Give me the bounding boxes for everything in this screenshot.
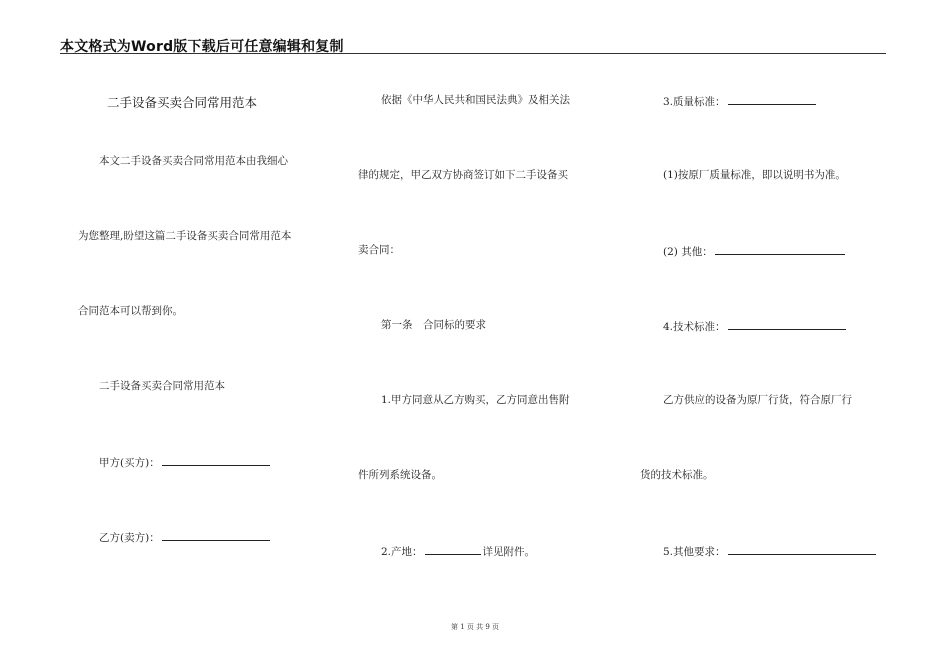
intro-line-1: 本文二手设备买卖合同常用范本由我细心 (99, 155, 288, 167)
item-5-blank (728, 543, 876, 555)
page-number: 第 1 页 共 9 页 (450, 623, 500, 631)
item-3-blank (728, 93, 816, 105)
party-b-blank (162, 529, 270, 541)
article-1-heading: 第一条 合同标的要求 (381, 319, 486, 331)
item-4-label: 4.技术标准： (663, 321, 726, 333)
item-5-line (663, 543, 876, 559)
intro-line-3: 合同范本可以帮到你。 (78, 305, 183, 317)
para-line-2: 律的规定，甲乙双方协商签订如下二手设备买 (358, 169, 568, 181)
party-a-label: 甲方(买方)： (99, 457, 160, 469)
party-a-blank (162, 454, 270, 466)
para-line-1: 依据《中华人民共和国民法典》及相关法 (381, 94, 570, 106)
header-rule (60, 53, 886, 54)
page-header-title: 本文格式为Word版下载后可任意编辑和复制 (60, 39, 344, 55)
item-3-label: 3.质量标准： (663, 96, 726, 108)
item-5-label: 5.其他要求： (663, 546, 726, 558)
item-4-desc-a: 乙方供应的设备为原厂行货，符合原厂行 (663, 394, 852, 406)
para-line-3: 卖合同： (358, 244, 400, 256)
item-4-blank (728, 318, 846, 330)
item-2-line (381, 543, 535, 559)
intro-line-2: 为您整理,盼望这篇二手设备买卖合同常用范本 (78, 230, 292, 242)
party-a-line (99, 454, 270, 470)
item-2-suffix: 详见附件。 (482, 546, 536, 558)
item-1-line-b: 件所列系统设备。 (358, 469, 442, 481)
item-3-2-blank (715, 243, 845, 255)
item-1-line-a: 1.甲方同意从乙方购买，乙方同意出售附 (381, 394, 570, 406)
party-b-line (99, 529, 270, 545)
item-2-label: 2.产地： (381, 546, 423, 558)
item-3-line (663, 93, 816, 109)
item-3-2-label: (2) 其他： (663, 246, 713, 258)
item-2-blank (425, 543, 481, 555)
item-3-1-line: (1)按原厂质量标准，即以说明书为准。 (663, 169, 846, 181)
document-title: 二手设备买卖合同常用范本 (107, 95, 258, 110)
party-b-label: 乙方(卖方)： (99, 532, 160, 544)
item-4-desc-b: 货的技术标准。 (640, 469, 714, 481)
subtitle: 二手设备买卖合同常用范本 (99, 380, 225, 392)
item-3-2-line (663, 243, 845, 259)
item-4-line (663, 318, 846, 334)
